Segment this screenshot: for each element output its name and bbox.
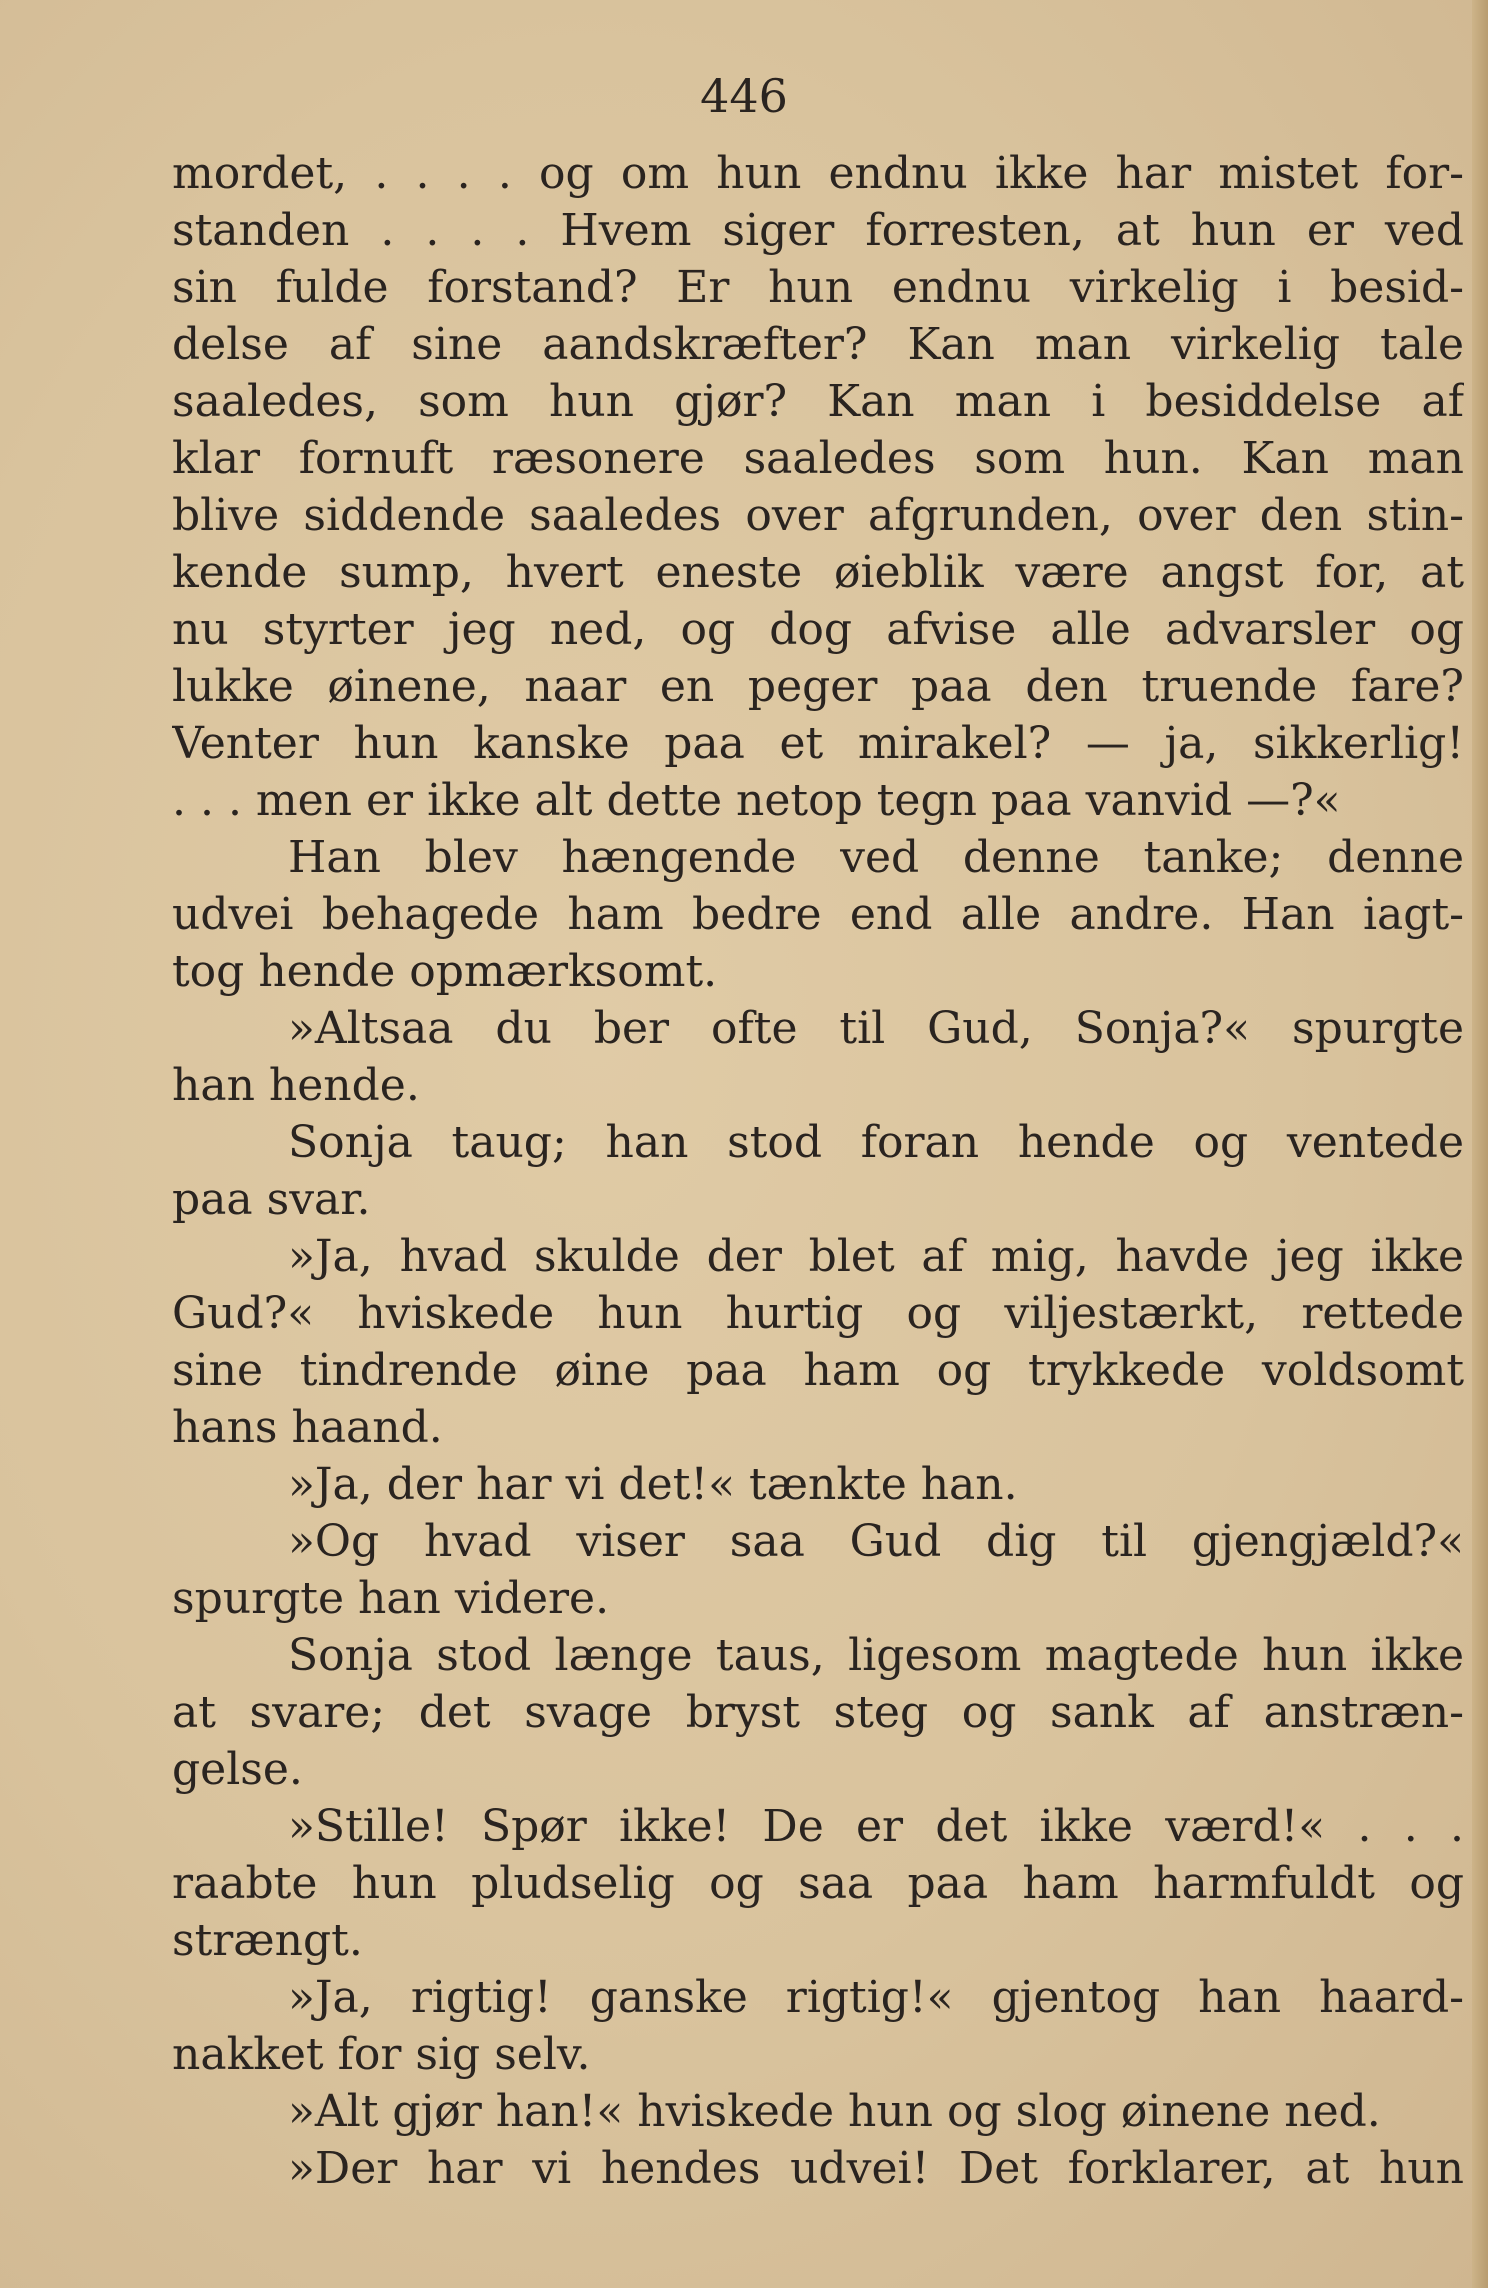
text-line: »Ja, hvad skulde der blet af mig, havde jeg ikke — [288, 1231, 1464, 1282]
text-line: Gud?« hviskede hun hurtig og viljestærkt, rettede — [172, 1288, 1464, 1339]
text-line: saaledes, som hun gjør? Kan man i besiddelse af — [172, 376, 1464, 427]
text-line: »Og hvad viser saa Gud dig til gjengjæld?« — [288, 1516, 1464, 1567]
text-line: blive siddende saaledes over afgrunden, over den stin- — [172, 490, 1464, 541]
text-line: »Ja, der har vi det!« tænkte han. — [288, 1459, 1018, 1510]
text-line: standen . . . . Hvem siger forresten, at hun er ved — [172, 205, 1464, 256]
text-line: kende sump, hvert eneste øieblik være angst for, at — [172, 547, 1464, 598]
text-line: at svare; det svage bryst steg og sank af anstræn- — [172, 1687, 1464, 1738]
text-line: tog hende opmærksomt. — [172, 946, 718, 997]
text-line: Sonja stod længe taus, ligesom magtede hun ikke — [288, 1630, 1464, 1681]
text-line: hans haand. — [172, 1402, 443, 1453]
text-line: »Alt gjør han!« hviskede hun og slog øinene ned. — [288, 2086, 1381, 2137]
text-line: »Stille! Spør ikke! De er det ikke værd!« . . . — [288, 1801, 1464, 1852]
text-line: gelse. — [172, 1744, 303, 1795]
text-line: Venter hun kanske paa et mirakel? — ja, sikkerlig! — [172, 718, 1464, 769]
text-line: »Der har vi hendes udvei! Det forklarer, at hun — [288, 2143, 1464, 2194]
body-text — [172, 145, 1464, 2197]
text-line: spurgte han videre. — [172, 1573, 610, 1624]
text-line: udvei behagede ham bedre end alle andre. Han iagt- — [172, 889, 1464, 940]
text-line: strængt. — [172, 1915, 363, 1966]
text-line: mordet, . . . . og om hun endnu ikke har mistet for- — [172, 148, 1464, 199]
text-line: »Ja, rigtig! ganske rigtig!« gjentog han haard- — [288, 1972, 1464, 2023]
text-line: nakket for sig selv. — [172, 2029, 591, 2080]
text-line: paa svar. — [172, 1174, 371, 1225]
text-line: klar fornuft ræsonere saaledes som hun. Kan man — [172, 433, 1464, 484]
page-number: 446 — [700, 69, 788, 123]
text-line: lukke øinene, naar en peger paa den truende fare? — [172, 661, 1464, 712]
text-line: »Altsaa du ber ofte til Gud, Sonja?« spurgte — [288, 1003, 1464, 1054]
text-line: sin fulde forstand? Er hun endnu virkelig i besid- — [172, 262, 1464, 313]
page-edge — [1472, 0, 1488, 2288]
text-line: raabte hun pludselig og saa paa ham harmfuldt og — [172, 1858, 1464, 1909]
text-line: nu styrter jeg ned, og dog afvise alle advarsler og — [172, 604, 1464, 655]
text-line: Han blev hængende ved denne tanke; denne — [288, 832, 1464, 883]
text-line: han hende. — [172, 1060, 420, 1111]
text-line: sine tindrende øine paa ham og trykkede voldsomt — [172, 1345, 1464, 1396]
text-line: Sonja taug; han stod foran hende og ventede — [288, 1117, 1464, 1168]
text-line: delse af sine aandskræfter? Kan man virkelig tale — [172, 319, 1464, 370]
text-line: . . . men er ikke alt dette netop tegn paa vanvid —?« — [172, 775, 1341, 826]
